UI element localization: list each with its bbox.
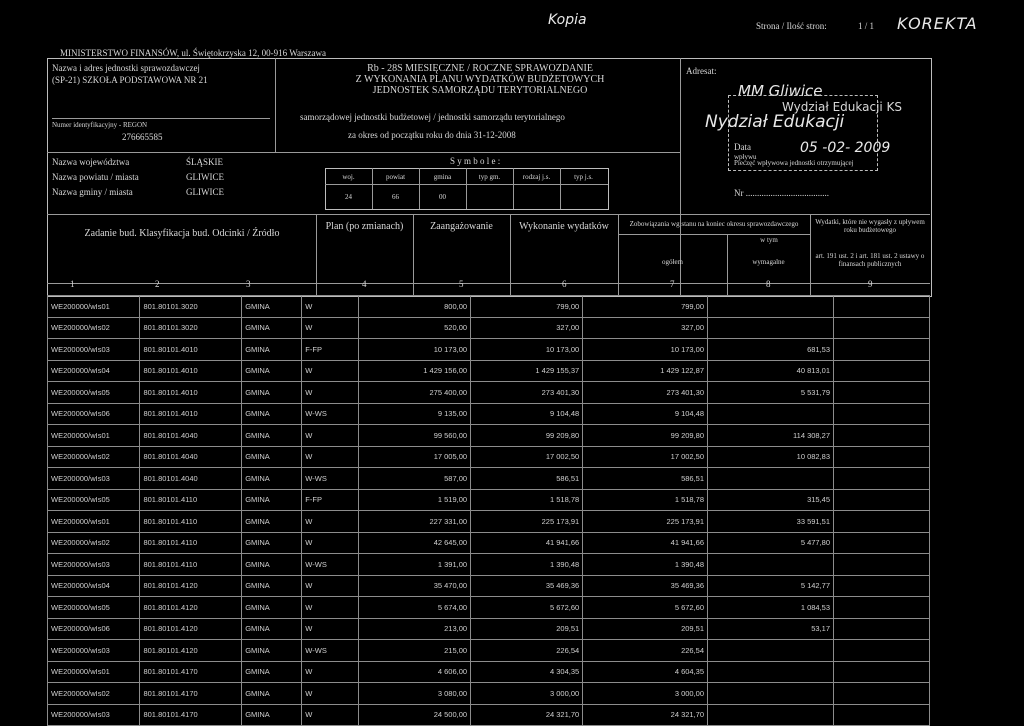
col4-header: Plan (po zmianach) [325, 221, 404, 232]
table-cell: 10 173,00 [358, 339, 470, 361]
table-cell: W [302, 683, 359, 705]
table-cell: WE200000/wIs06 [48, 618, 140, 640]
table-cell: 275 400,00 [358, 382, 470, 404]
table-cell: W [302, 511, 359, 533]
table-cell: GMINA [242, 317, 302, 339]
expense-table [47, 295, 930, 726]
stamp-note: Pieczęć wpływowa jednostki otrzymującej [734, 159, 854, 167]
ministry-address: MINISTERSTWO FINANSÓW, ul. Świętokrzyska 12, 00-916 Warszawa [60, 48, 326, 58]
col1-header: Zadanie bud. Klasyfikacja bud. Odcinki / Źródło [84, 228, 280, 239]
table-row [48, 317, 930, 339]
table-cell: WE200000/wIs04 [48, 360, 140, 382]
table-cell [834, 532, 930, 554]
table-cell: 801.80101.4010 [140, 360, 242, 382]
table-cell: 215,00 [358, 640, 470, 662]
table-cell: WE200000/wIs01 [48, 661, 140, 683]
sym-val-powiat: 66 [392, 193, 399, 201]
table-cell: 5 531,79 [708, 382, 834, 404]
sym-head-typgm: typ gm. [478, 173, 501, 181]
table-cell: WE200000/wIs06 [48, 403, 140, 425]
stamp-date: 05 -02- 2009 [800, 140, 891, 156]
sym-val-woj: 24 [345, 193, 352, 201]
table-row [48, 554, 930, 576]
page-count-label: Strona / Ilość stron: [756, 21, 827, 31]
table-cell: 99 560,00 [358, 425, 470, 447]
table-cell: 17 002,50 [471, 446, 583, 468]
colnum-4: 4 [362, 279, 367, 289]
table-cell: W [302, 532, 359, 554]
table-cell: 801.80101.4120 [140, 597, 242, 619]
table-cell: 35 469,36 [471, 575, 583, 597]
col9-sub-header: art. 191 ust. 2 i art. 181 ust. 2 ustawy o finansach publicznych [815, 252, 925, 268]
stamp-department: Wydział Edukacji KS [782, 100, 903, 114]
table-row [48, 511, 930, 533]
table-cell: 1 390,48 [583, 554, 708, 576]
table-cell: 4 604,35 [583, 661, 708, 683]
table-cell: W-WS [302, 640, 359, 662]
table-cell: 5 672,60 [583, 597, 708, 619]
table-cell: 801.80101.4010 [140, 339, 242, 361]
report-subtitle: samorządowej jednostki budżetowej / jednostki samorządu terytorialnego [300, 112, 565, 122]
table-cell: 225 173,91 [471, 511, 583, 533]
table-cell: 209,51 [471, 618, 583, 640]
table-cell: GMINA [242, 661, 302, 683]
table-cell [834, 339, 930, 361]
table-cell: 1 429 155,37 [471, 360, 583, 382]
table-cell: WE200000/wIs03 [48, 554, 140, 576]
table-cell: GMINA [242, 618, 302, 640]
colnum-3: 3 [246, 279, 251, 289]
table-cell [834, 511, 930, 533]
table-row [48, 704, 930, 726]
table-row [48, 403, 930, 425]
table-cell: WE200000/wIs03 [48, 468, 140, 490]
table-cell: 801.80101.3020 [140, 296, 242, 318]
sym-head-typjs: typ j.s. [574, 173, 593, 181]
table-cell [834, 425, 930, 447]
sym-head-rodzaj: rodzaj j.s. [522, 173, 551, 181]
table-row [48, 683, 930, 705]
gmina-value: GLIWICE [186, 187, 224, 197]
nr-label: Nr ..................................... [734, 188, 829, 198]
table-cell: 801.80101.4170 [140, 683, 242, 705]
table-cell: W [302, 317, 359, 339]
table-cell: W-WS [302, 554, 359, 576]
colnum-5: 5 [459, 279, 464, 289]
table-row [48, 640, 930, 662]
table-cell: W [302, 296, 359, 318]
report-title: Rb - 28S MIESIĘCZNE / ROCZNE SPRAWOZDANIE Z WYKONANIA PLANU WYDATKÓW BUDŻETOWYCH JEDNOSTEK SAMORZĄDU TERYTORIALNEGO [355, 63, 605, 96]
korekta-note: KOREKTA [897, 14, 978, 33]
table-cell [834, 661, 930, 683]
table-cell [834, 468, 930, 490]
table-cell: 53,17 [708, 618, 834, 640]
table-cell: 799,00 [583, 296, 708, 318]
table-cell [708, 704, 834, 726]
table-cell: 273 401,30 [583, 382, 708, 404]
table-cell: F-FP [302, 339, 359, 361]
regon-value: 276665585 [122, 132, 163, 142]
regon-label: Numer identyfikacyjny - REGON [52, 121, 148, 129]
table-cell: W [302, 382, 359, 404]
table-cell: W [302, 425, 359, 447]
table-cell: 801.80101.4170 [140, 661, 242, 683]
table-cell: F-FP [302, 489, 359, 511]
table-cell [834, 640, 930, 662]
table-cell [708, 403, 834, 425]
signature: Nydział Edukacji [705, 112, 845, 132]
table-row [48, 382, 930, 404]
sym-head-powiat: powiat [385, 173, 406, 181]
table-cell: 24 321,70 [471, 704, 583, 726]
table-cell: 1 519,00 [358, 489, 470, 511]
table-cell: 35 469,36 [583, 575, 708, 597]
table-cell: GMINA [242, 704, 302, 726]
table-cell: 10 173,00 [583, 339, 708, 361]
table-cell: 799,00 [471, 296, 583, 318]
table-cell: GMINA [242, 597, 302, 619]
adresat-handwritten: MM Gliwice [738, 82, 823, 100]
table-cell: 17 005,00 [358, 446, 470, 468]
table-cell: W [302, 704, 359, 726]
table-cell: WE200000/wIs03 [48, 339, 140, 361]
table-row [48, 296, 930, 318]
table-cell [834, 296, 930, 318]
table-cell: 9 104,48 [583, 403, 708, 425]
table-cell: 801.80101.4040 [140, 468, 242, 490]
sym-head-gmina: gmina [433, 173, 452, 181]
table-cell: 9 135,00 [358, 403, 470, 425]
table-cell: WE200000/wIs02 [48, 683, 140, 705]
col9-header: Wydatki, które nie wygasły z upływem roku budżetowego [815, 218, 925, 234]
table-cell: GMINA [242, 296, 302, 318]
table-cell: 1 084,53 [708, 597, 834, 619]
table-cell: 520,00 [358, 317, 470, 339]
table-cell: 3 080,00 [358, 683, 470, 705]
gmina-label: Nazwa gminy / miasta [52, 187, 133, 197]
symbols-title: S y m b o l e : [450, 156, 501, 166]
table-cell: 327,00 [583, 317, 708, 339]
table-cell: 681,53 [708, 339, 834, 361]
table-cell: 327,00 [471, 317, 583, 339]
table-cell: 4 304,35 [471, 661, 583, 683]
table-cell: GMINA [242, 575, 302, 597]
table-cell [708, 640, 834, 662]
table-row [48, 575, 930, 597]
table-cell [834, 489, 930, 511]
table-cell: 5 672,60 [471, 597, 583, 619]
stamp-date-label: Data [734, 142, 751, 152]
table-cell: WE200000/wIs03 [48, 640, 140, 662]
col6-header: Wykonanie wydatków [519, 221, 609, 232]
table-cell: 3 000,00 [583, 683, 708, 705]
table-row [48, 360, 930, 382]
table-cell: W [302, 597, 359, 619]
sym-val-gmina: 00 [439, 193, 446, 201]
table-cell: 1 429 156,00 [358, 360, 470, 382]
table-cell: 24 500,00 [358, 704, 470, 726]
table-cell: 24 321,70 [583, 704, 708, 726]
woj-label: Nazwa województwa [52, 157, 130, 167]
table-cell: 1 518,78 [583, 489, 708, 511]
table-cell: 99 209,80 [471, 425, 583, 447]
table-cell: GMINA [242, 425, 302, 447]
colnum-9: 9 [868, 279, 873, 289]
table-cell [834, 360, 930, 382]
table-cell: 1 391,00 [358, 554, 470, 576]
table-cell: GMINA [242, 532, 302, 554]
table-cell: 801.80101.4010 [140, 403, 242, 425]
table-cell: 114 308,27 [708, 425, 834, 447]
table-cell: 801.80101.4110 [140, 489, 242, 511]
table-cell: GMINA [242, 360, 302, 382]
table-cell: 1 429 122,87 [583, 360, 708, 382]
table-cell: GMINA [242, 640, 302, 662]
table-cell: 5 142,77 [708, 575, 834, 597]
table-cell: WE200000/wIs04 [48, 575, 140, 597]
table-cell: 800,00 [358, 296, 470, 318]
table-cell: W [302, 446, 359, 468]
table-cell: 226,54 [471, 640, 583, 662]
table-cell [708, 317, 834, 339]
table-cell [834, 317, 930, 339]
unit-name: (SP-21) SZKOŁA PODSTAWOWA NR 21 [52, 75, 208, 85]
table-cell: 801.80101.4040 [140, 446, 242, 468]
table-cell: WE200000/wIs01 [48, 511, 140, 533]
table-cell: 801.80101.4110 [140, 511, 242, 533]
kopia-stamp: Kopia [548, 12, 587, 28]
table-cell: 801.80101.4120 [140, 640, 242, 662]
table-row [48, 425, 930, 447]
table-cell: 3 000,00 [471, 683, 583, 705]
table-cell: 226,54 [583, 640, 708, 662]
woj-value: ŚLĄSKIE [186, 157, 224, 167]
table-cell: 9 104,48 [471, 403, 583, 425]
table-cell: 213,00 [358, 618, 470, 640]
table-cell: W [302, 618, 359, 640]
table-cell: GMINA [242, 446, 302, 468]
table-cell: W-WS [302, 468, 359, 490]
table-cell: WE200000/wIs01 [48, 425, 140, 447]
powiat-value: GLIWICE [186, 172, 224, 182]
colnum-7: 7 [670, 279, 675, 289]
col7b-header: wymagalne [752, 258, 785, 266]
sym-head-woj: woj. [342, 173, 355, 181]
table-cell: 801.80101.4110 [140, 554, 242, 576]
colnum-6: 6 [562, 279, 567, 289]
table-cell: 801.80101.4120 [140, 618, 242, 640]
table-cell: 41 941,66 [471, 532, 583, 554]
unit-label: Nazwa i adres jednostki sprawozdawczej [52, 63, 200, 73]
table-cell: W [302, 575, 359, 597]
table-cell: 801.80101.4040 [140, 425, 242, 447]
table-cell: 801.80101.4170 [140, 704, 242, 726]
table-cell: WE200000/wIs01 [48, 296, 140, 318]
table-cell: WE200000/wIs05 [48, 382, 140, 404]
table-cell [708, 661, 834, 683]
table-cell: 586,51 [471, 468, 583, 490]
colnum-1: 1 [70, 279, 75, 289]
report-period: za okres od początku roku do dnia 31-12-2008 [348, 130, 516, 140]
colnum-2: 2 [155, 279, 160, 289]
table-cell [834, 575, 930, 597]
table-cell [834, 446, 930, 468]
table-cell: 273 401,30 [471, 382, 583, 404]
table-cell: 1 390,48 [471, 554, 583, 576]
table-cell [834, 597, 930, 619]
table-cell: WE200000/wIs02 [48, 446, 140, 468]
table-cell: W [302, 360, 359, 382]
colnum-8: 8 [766, 279, 771, 289]
table-cell: 5 477,80 [708, 532, 834, 554]
table-cell [834, 704, 930, 726]
table-cell: 587,00 [358, 468, 470, 490]
col7-header: Zobowiązania wg stanu na koniec okresu sprawozdawczego [629, 220, 799, 228]
table-cell [708, 683, 834, 705]
table-cell: 801.80101.4110 [140, 532, 242, 554]
table-cell: 41 941,66 [583, 532, 708, 554]
table-row [48, 661, 930, 683]
table-cell: 801.80101.3020 [140, 317, 242, 339]
table-row [48, 597, 930, 619]
table-cell: GMINA [242, 683, 302, 705]
table-cell: 35 470,00 [358, 575, 470, 597]
table-cell: WE200000/wIs02 [48, 532, 140, 554]
table-cell [834, 618, 930, 640]
stamp-wplyw: wpływu [734, 153, 757, 161]
table-cell: W-WS [302, 403, 359, 425]
table-cell [834, 554, 930, 576]
table-cell [834, 683, 930, 705]
table-cell: 99 209,80 [583, 425, 708, 447]
table-cell: 1 518,78 [471, 489, 583, 511]
table-cell [708, 468, 834, 490]
col7-sub-header: w tym [760, 236, 778, 244]
table-row [48, 618, 930, 640]
table-cell: WE200000/wIs02 [48, 317, 140, 339]
table-cell: 586,51 [583, 468, 708, 490]
table-cell: 10 082,83 [708, 446, 834, 468]
table-cell: GMINA [242, 339, 302, 361]
table-cell: 5 674,00 [358, 597, 470, 619]
table-cell: 209,51 [583, 618, 708, 640]
table-row [48, 468, 930, 490]
table-cell [708, 296, 834, 318]
powiat-label: Nazwa powiatu / miasta [52, 172, 139, 182]
table-cell: GMINA [242, 403, 302, 425]
col5-header: Zaangażowanie [430, 221, 493, 232]
table-row [48, 339, 930, 361]
table-cell: W [302, 661, 359, 683]
table-cell [834, 382, 930, 404]
page-count-value: 1 / 1 [858, 21, 875, 31]
table-cell: GMINA [242, 382, 302, 404]
table-cell: 10 173,00 [471, 339, 583, 361]
table-cell: 4 606,00 [358, 661, 470, 683]
table-cell: 801.80101.4010 [140, 382, 242, 404]
table-cell: 17 002,50 [583, 446, 708, 468]
table-row [48, 532, 930, 554]
table-cell: WE200000/wIs03 [48, 704, 140, 726]
table-cell: WE200000/wIs05 [48, 489, 140, 511]
table-cell: 40 813,01 [708, 360, 834, 382]
table-cell [708, 554, 834, 576]
table-cell: 33 591,51 [708, 511, 834, 533]
table-cell: 227 331,00 [358, 511, 470, 533]
table-cell: 42 645,00 [358, 532, 470, 554]
table-cell: 315,45 [708, 489, 834, 511]
col7a-header: ogółem [662, 258, 683, 266]
adresat-label: Adresat: [686, 66, 717, 76]
table-cell: WE200000/wIs05 [48, 597, 140, 619]
table-cell: GMINA [242, 554, 302, 576]
table-cell: 801.80101.4120 [140, 575, 242, 597]
table-cell: GMINA [242, 468, 302, 490]
table-row [48, 446, 930, 468]
table-cell: GMINA [242, 489, 302, 511]
table-row [48, 489, 930, 511]
table-cell: 225 173,91 [583, 511, 708, 533]
table-cell [834, 403, 930, 425]
table-cell: GMINA [242, 511, 302, 533]
